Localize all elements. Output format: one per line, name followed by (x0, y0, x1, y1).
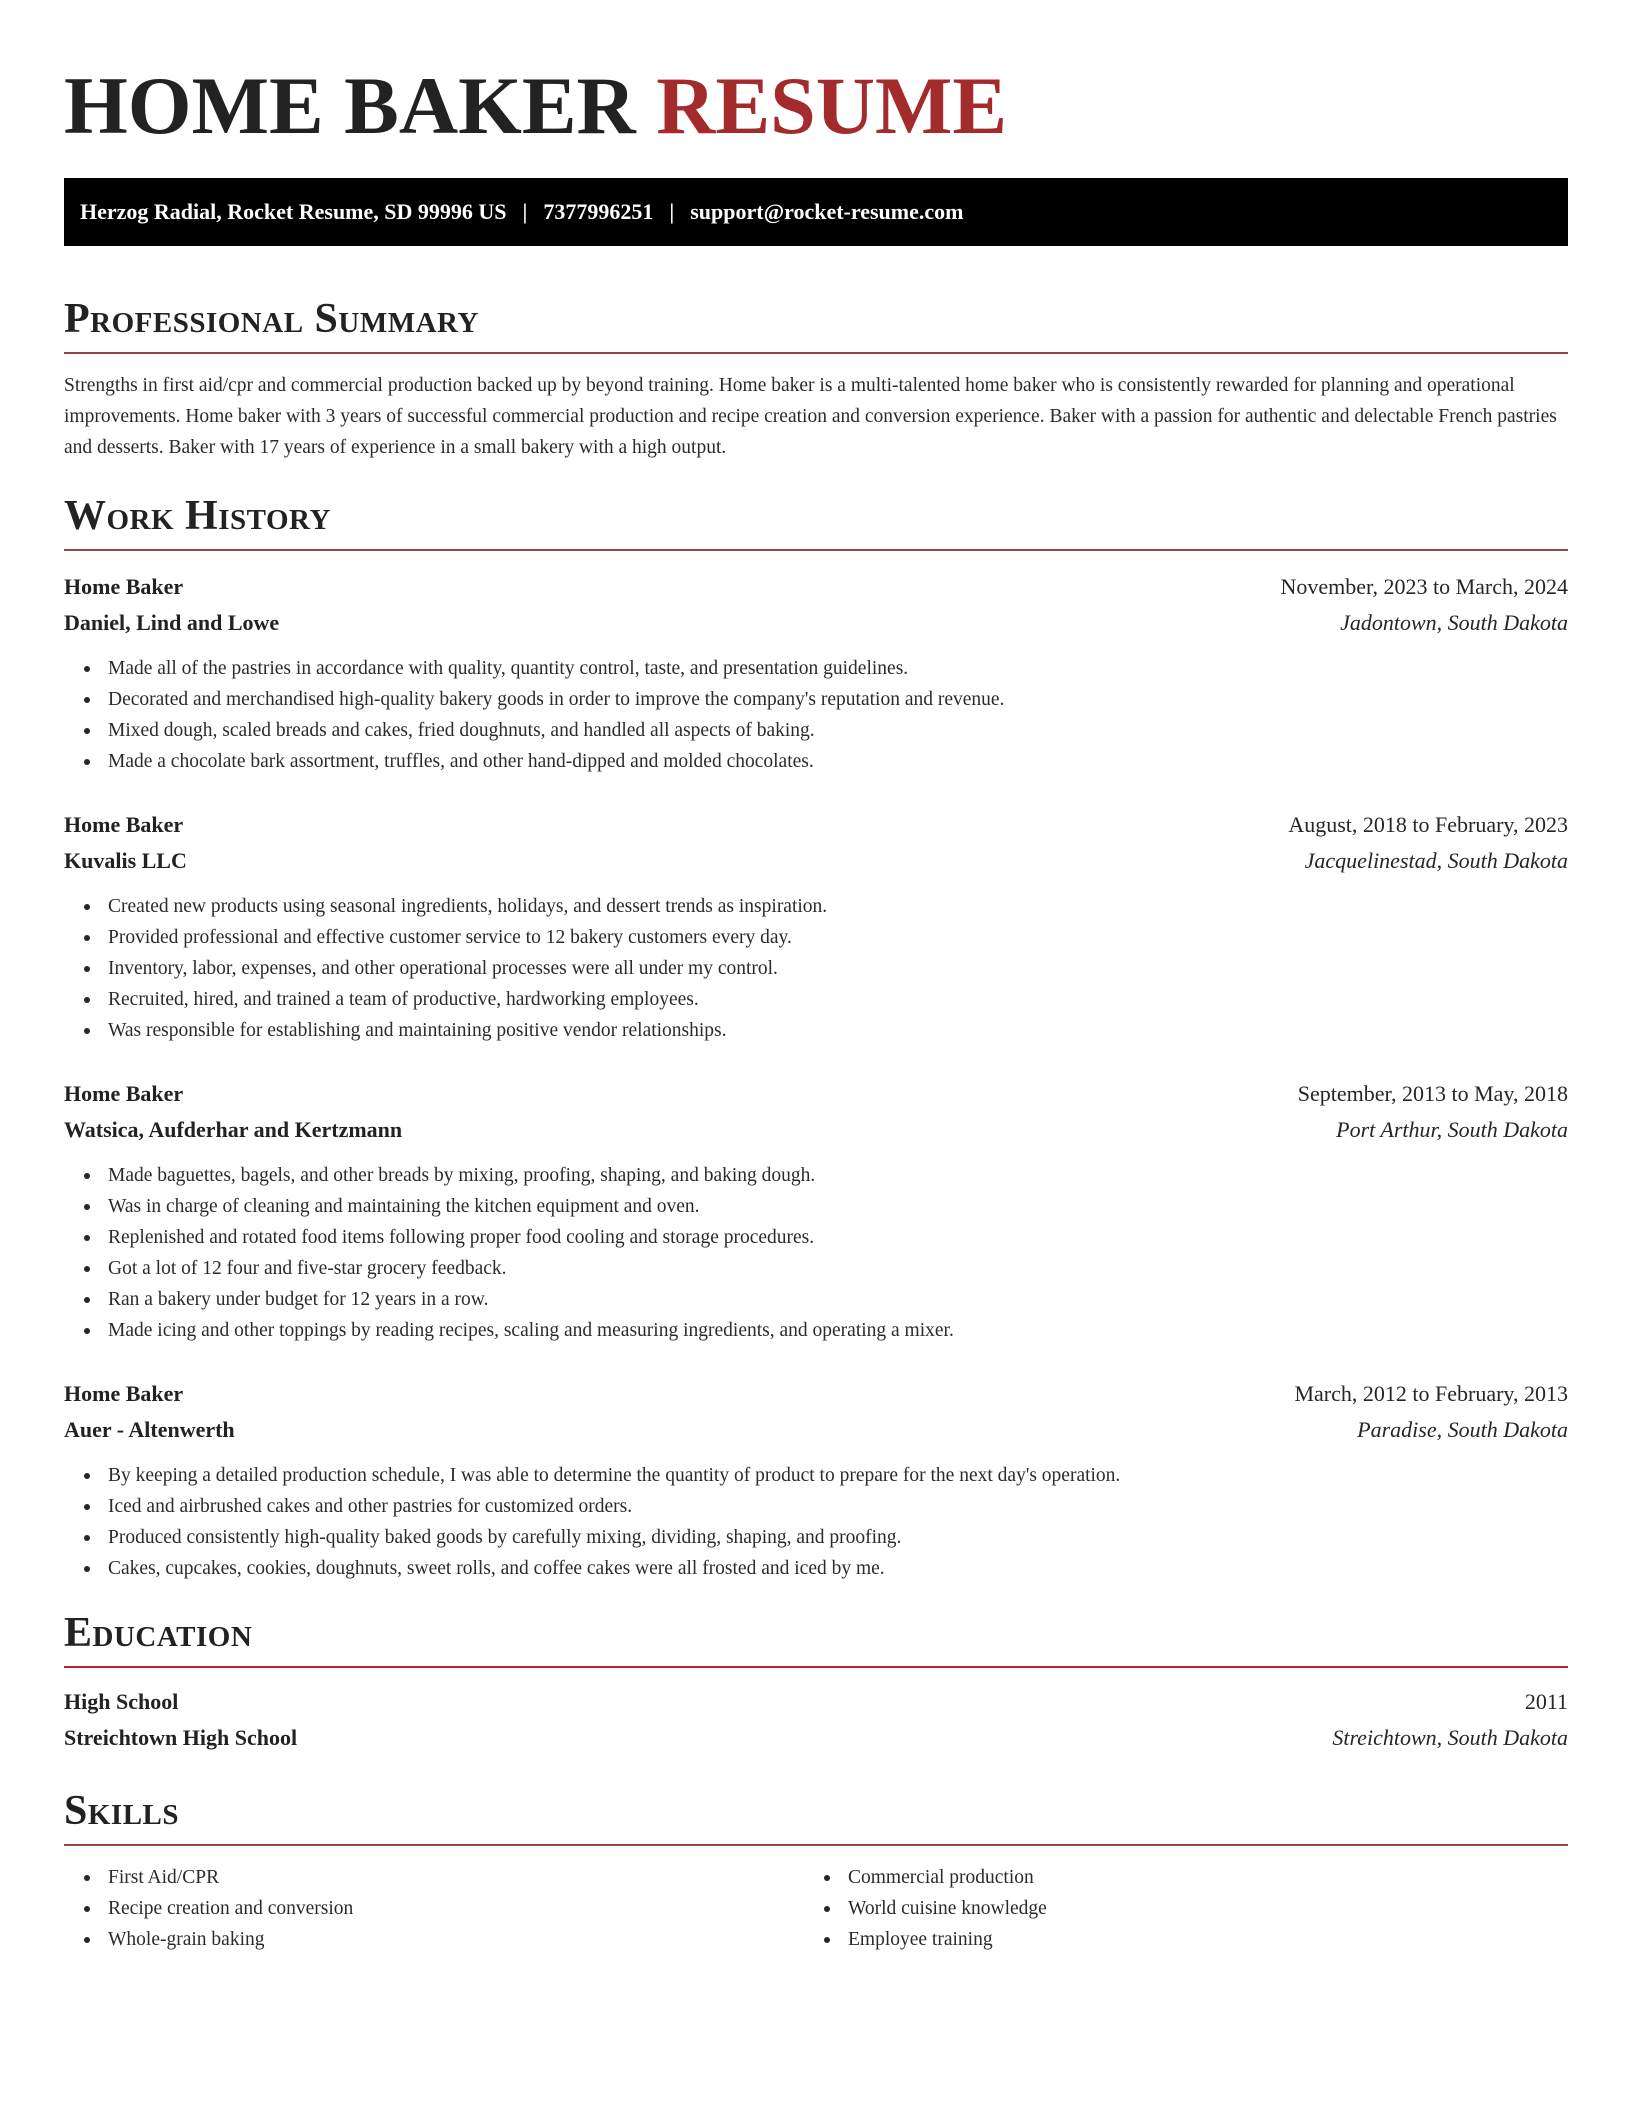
list-item: Made all of the pastries in accordance with quality, quantity control, taste, and presentation guidelines. (64, 653, 1568, 684)
job-company: Kuvalis LLC (64, 848, 187, 873)
job-entry (64, 807, 1568, 1046)
job-company: Auer - Altenwerth (64, 1417, 235, 1442)
list-item: Ran a bakery under budget for 12 years in a row. (64, 1284, 1568, 1315)
job-title: Home Baker (64, 812, 184, 837)
contact-address: Herzog Radial, Rocket Resume, SD 99996 US (80, 199, 507, 224)
job-location: Jacquelinestad, South Dakota (1304, 848, 1568, 873)
list-item: Employee training (804, 1924, 1544, 1955)
list-item: Recipe creation and conversion (64, 1893, 804, 1924)
list-item: Decorated and merchandised high-quality bakery goods in order to improve the company's reputation and revenue. (64, 684, 1568, 715)
job-location: Jadontown, South Dakota (1340, 610, 1568, 635)
section-heading-work: Work History (64, 493, 331, 539)
job-bullets (64, 653, 1568, 777)
list-item: Made a chocolate bark assortment, truffles, and other hand-dipped and molded chocolates. (64, 746, 1568, 777)
list-item: Cakes, cupcakes, cookies, doughnuts, sweet rolls, and coffee cakes were all frosted and iced by me. (64, 1553, 1568, 1584)
contact-phone: 7377996251 (543, 199, 654, 224)
contact-separator: | (522, 199, 528, 224)
resume-title (64, 58, 1568, 154)
title-accent: RESUME (656, 60, 1008, 151)
job-title: Home Baker (64, 1081, 184, 1106)
job-dates: August, 2018 to February, 2023 (1288, 812, 1568, 837)
list-item: By keeping a detailed production schedule, I was able to determine the quantity of product to prepare for the next day's operation. (64, 1460, 1568, 1491)
summary-text: Strengths in first aid/cpr and commercial production backed up by beyond training. Home baker is a multi-talented home baker who is consistently rewarded for planning and operational improvements. Home baker with 3 years of successful commercial production and recipe creation and conversion experience. Baker with a passion for authentic and delectable French pastries and desserts. Baker with 17 years of experience in a small bakery with a high output. (64, 375, 1557, 458)
skills-grid (64, 1862, 1568, 1955)
education-location: Streichtown, South Dakota (1332, 1725, 1568, 1750)
job-bullets (64, 1460, 1568, 1584)
resume-page (64, 58, 1568, 1955)
list-item: Got a lot of 12 four and five-star grocery feedback. (64, 1253, 1568, 1284)
job-dates: March, 2012 to February, 2013 (1294, 1381, 1568, 1406)
list-item: Was responsible for establishing and maintaining positive vendor relationships. (64, 1015, 1568, 1046)
skills-section (64, 1786, 1568, 1955)
job-title: Home Baker (64, 574, 184, 599)
section-heading-skills: Skills (64, 1788, 180, 1834)
list-item: Provided professional and effective customer service to 12 bakery customers every day. (64, 922, 1568, 953)
list-item: Mixed dough, scaled breads and cakes, fried doughnuts, and handled all aspects of baking. (64, 715, 1568, 746)
job-company: Daniel, Lind and Lowe (64, 610, 280, 635)
education-degree: High School (64, 1689, 179, 1714)
list-item: Recruited, hired, and trained a team of productive, hardworking employees. (64, 984, 1568, 1015)
education-school: Streichtown High School (64, 1725, 298, 1750)
list-item: World cuisine knowledge (804, 1893, 1544, 1924)
list-item: Created new products using seasonal ingredients, holidays, and dessert trends as inspiration. (64, 891, 1568, 922)
contact-bar (64, 178, 1568, 246)
list-item: Commercial production (804, 1862, 1544, 1893)
job-location: Port Arthur, South Dakota (1336, 1117, 1568, 1142)
job-dates: September, 2013 to May, 2018 (1297, 1081, 1568, 1106)
job-entry (64, 1076, 1568, 1346)
section-divider (64, 549, 1568, 551)
section-heading-education: Education (64, 1610, 253, 1656)
job-bullets (64, 1160, 1568, 1346)
work-history-section (64, 491, 1568, 1584)
list-item: First Aid/CPR (64, 1862, 804, 1893)
section-divider (64, 1666, 1568, 1668)
list-item: Inventory, labor, expenses, and other operational processes were all under my control. (64, 953, 1568, 984)
job-location: Paradise, South Dakota (1357, 1417, 1568, 1442)
section-divider (64, 1844, 1568, 1846)
job-entry (64, 569, 1568, 777)
section-heading-summary: Professional Summary (64, 296, 479, 342)
job-entry (64, 1376, 1568, 1584)
job-company: Watsica, Aufderhar and Kertzmann (64, 1117, 403, 1142)
skills-list-right (804, 1862, 1544, 1955)
title-main: HOME BAKER (64, 60, 636, 151)
list-item: Made baguettes, bagels, and other breads by mixing, proofing, shaping, and baking dough. (64, 1160, 1568, 1191)
contact-separator: | (669, 199, 675, 224)
list-item: Made icing and other toppings by reading recipes, scaling and measuring ingredients, and operating a mixer. (64, 1315, 1568, 1346)
skills-list-left (64, 1862, 804, 1955)
job-dates: November, 2023 to March, 2024 (1280, 574, 1568, 599)
job-title: Home Baker (64, 1381, 184, 1406)
summary-section (64, 294, 1568, 463)
list-item: Replenished and rotated food items following proper food cooling and storage procedures. (64, 1222, 1568, 1253)
contact-email: support@rocket-resume.com (690, 199, 964, 224)
list-item: Whole-grain baking (64, 1924, 804, 1955)
section-divider (64, 352, 1568, 354)
list-item: Iced and airbrushed cakes and other pastries for customized orders. (64, 1491, 1568, 1522)
list-item: Was in charge of cleaning and maintaining the kitchen equipment and oven. (64, 1191, 1568, 1222)
education-section (64, 1608, 1568, 1756)
education-year: 2011 (1524, 1689, 1568, 1714)
list-item: Produced consistently high-quality baked goods by carefully mixing, dividing, shaping, and proofing. (64, 1522, 1568, 1553)
job-bullets (64, 891, 1568, 1046)
